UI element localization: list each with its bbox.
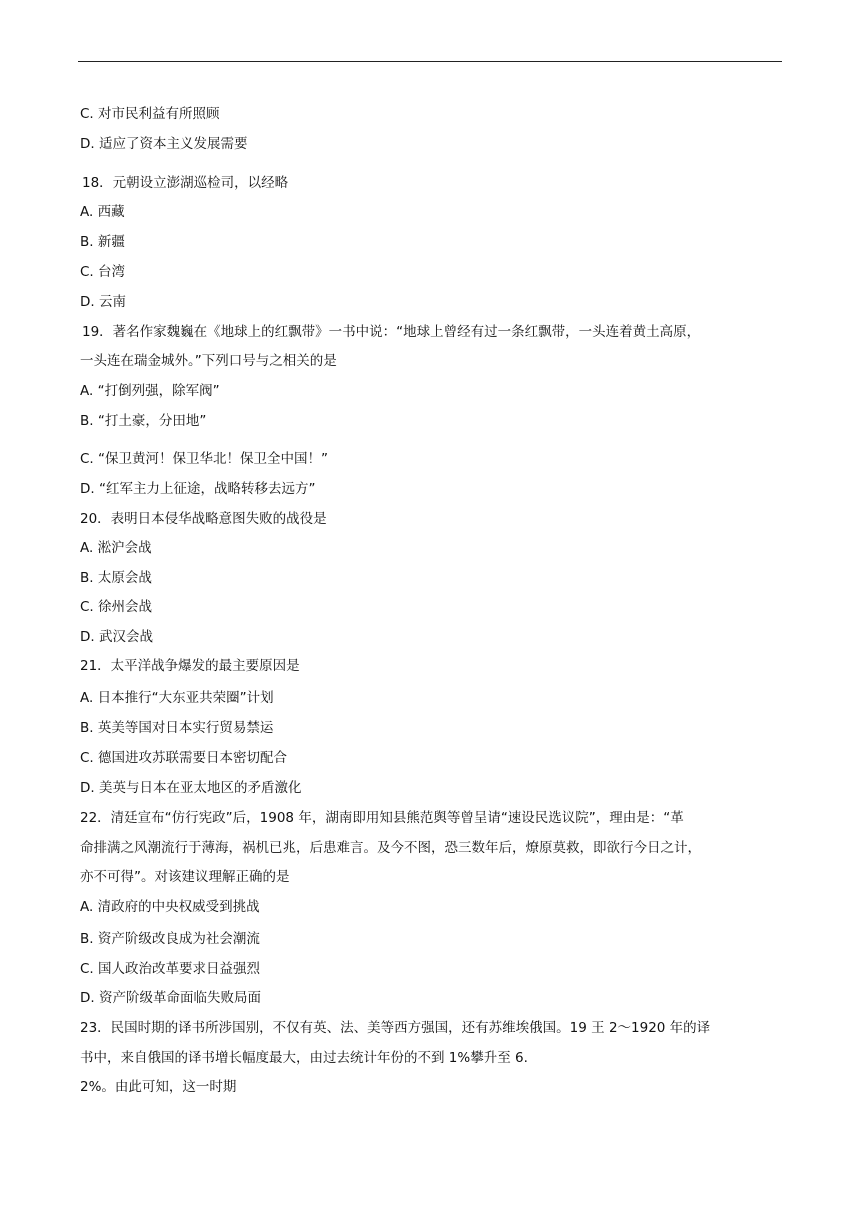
option-a-21: A. 日本推行“大东亚共荣圈”计划 [80, 690, 274, 706]
option-a-19: A. “打倒列强，除军阀” [80, 383, 220, 399]
option-c-21: C. 德国进攻苏联需要日本密切配合 [80, 750, 288, 766]
question-23-line-3: 2%。由此可知，这一时期 [80, 1079, 237, 1095]
header-rule [78, 61, 782, 62]
option-a-22: A. 清政府的中央权威受到挑战 [80, 899, 260, 915]
question-19-line-2: 一头连在瑞金城外。”下列口号与之相关的是 [80, 353, 337, 369]
option-c-22: C. 国人政治改革要求日益强烈 [80, 961, 261, 977]
option-d-21: D. 美英与日本在亚太地区的矛盾激化 [80, 780, 302, 796]
option-c-18: C. 台湾 [80, 264, 126, 280]
option-b-20: B. 太原会战 [80, 570, 152, 586]
option-a-20: A. 淞沪会战 [80, 540, 152, 556]
question-21: 21．太平洋战争爆发的最主要原因是 [80, 658, 300, 674]
question-23-line-1: 23．民国时期的译书所涉国别，不仅有英、法、美等西方强国，还有苏维埃俄国。19 王 2～1920 年的译 [80, 1020, 711, 1036]
question-20: 20．表明日本侵华战略意图失败的战役是 [80, 511, 327, 527]
option-c-17: C. 对市民利益有所照顾 [80, 106, 220, 122]
question-19-line-1: 19．著名作家魏巍在《地球上的红飘带》一书中说：“地球上曾经有过一条红飘带，一头连着黄土高原， [82, 324, 701, 340]
option-b-18: B. 新疆 [80, 234, 125, 250]
option-b-19: B. “打土豪，分田地” [80, 413, 207, 429]
question-18: 18．元朝设立澎湖巡检司，以经略 [82, 175, 289, 191]
option-d-18: D. 云南 [80, 294, 126, 310]
question-22-line-3: 亦不可得”。对该建议理解正确的是 [80, 869, 290, 885]
option-b-22: B. 资产阶级改良成为社会潮流 [80, 931, 260, 947]
option-c-20: C. 徐州会战 [80, 599, 153, 615]
option-d-22: D. 资产阶级革命面临失败局面 [80, 990, 261, 1006]
option-b-21: B. 英美等国对日本实行贸易禁运 [80, 720, 274, 736]
question-22-line-1: 22．清廷宣布“仿行宪政”后，1908 年，湖南即用知县熊范舆等曾呈请“速设民选议院”，理由是：“革 [80, 810, 684, 826]
question-22-line-2: 命排满之风潮流行于薄海，祸机已兆，后患难言。及今不图，恐三数年后，燎原莫救，即欲行今日之计， [80, 840, 701, 856]
option-d-19: D. “红军主力上征途，战略转移去远方” [80, 481, 316, 497]
option-a-18: A. 西藏 [80, 204, 125, 220]
question-23-line-2: 书中，来自俄国的译书增长幅度最大，由过去统计年份的不到 1%攀升至 6. [80, 1050, 528, 1066]
option-c-19: C. “保卫黄河！保卫华北！保卫全中国！” [80, 451, 328, 467]
option-d-20: D. 武汉会战 [80, 629, 153, 645]
option-d-17: D. 适应了资本主义发展需要 [80, 136, 248, 152]
